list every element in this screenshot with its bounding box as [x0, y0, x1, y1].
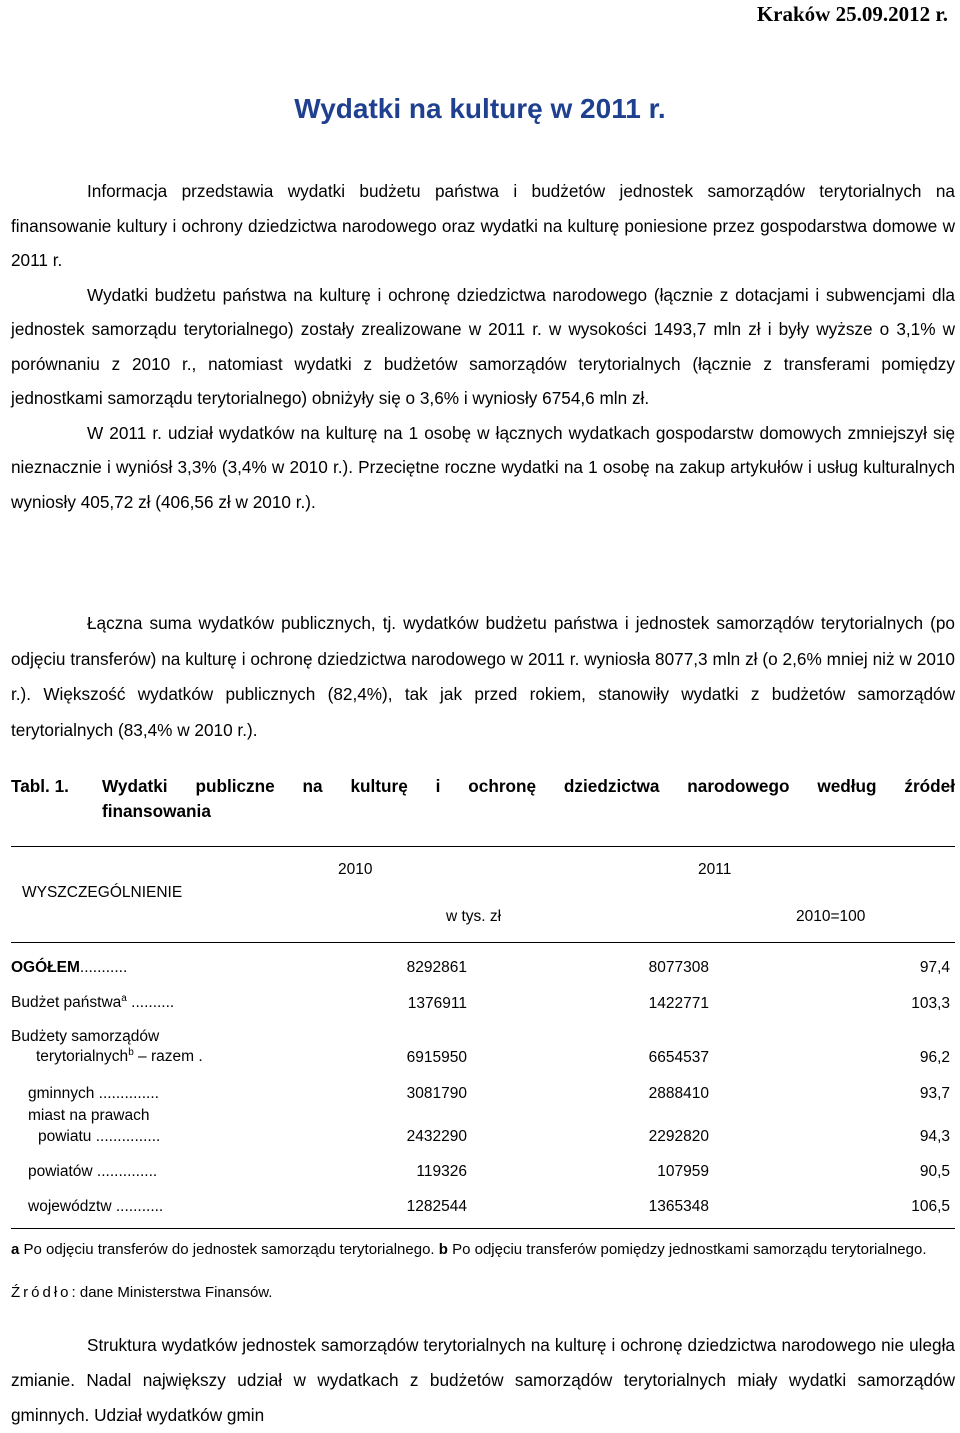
intro-paragraph-2: Wydatki budżetu państwa na kulturę i ochronę dziedzictwa narodowego (łącznie z dotacjami i subwencjami dla jednostek samorządu terytorialnego) zostały zrealizowane w 2011 r. w wysokości 1493,7 mln zł i były wyższe o 3,1% w porównaniu z 2010 r., natomiast wydatki z budżetów samorządów terytorialnych (łącznie z transferami pomiędzy jednostkami samorządu terytorialnego) obniżyły się o 3,6% i wyniosły 6754,6 mln zł. — [11, 284, 955, 408]
table-row-cities-label-1: miast na prawach — [28, 1107, 150, 1124]
table-header-rule — [11, 942, 955, 943]
source-text: : dane Ministerstwa Finansów. — [71, 1284, 273, 1301]
table-cell: 2888410 — [648, 1085, 709, 1102]
table-cell: 103,3 — [911, 995, 950, 1012]
column-header-index: 2010=100 — [796, 908, 866, 925]
table-cell: 1376911 — [407, 995, 467, 1012]
column-header-label: WYSZCZEGÓLNIENIE — [22, 884, 183, 901]
table-cell: 94,3 — [919, 1128, 950, 1145]
intro-section — [11, 174, 955, 519]
table-row-counties-label: powiatów .............. — [28, 1163, 158, 1180]
table-source — [11, 1284, 272, 1301]
table-cell: 1422771 — [648, 995, 709, 1012]
column-header-2010: 2010 — [338, 861, 373, 878]
table-cell: 2292820 — [648, 1128, 709, 1145]
table-cell: 90,5 — [919, 1163, 950, 1180]
closing-section — [11, 1328, 955, 1433]
table-cell: 8077308 — [648, 959, 709, 976]
footnote-a-text: Po odjęciu transferów do jednostek samorządu terytorialnego. — [19, 1241, 439, 1258]
table-cell: 6915950 — [406, 1049, 467, 1066]
table-row-cities-label-2: powiatu ............... — [38, 1128, 161, 1145]
table-cell: 2432290 — [406, 1128, 467, 1145]
table-title-line-2: finansowania — [102, 801, 211, 821]
table-row-local-budgets-label-1: Budżety samorządów — [11, 1028, 160, 1045]
table-cell: 107959 — [657, 1163, 709, 1180]
table-footnotes — [11, 1240, 955, 1259]
source-label: Źródło — [11, 1284, 72, 1301]
intro-paragraph-1: Informacja przedstawia wydatki budżetu państwa i budżetów jednostek samorządów terytorialnych na finansowanie kultury i ochrony dziedzictwa narodowego oraz wydatki na kulturę poniesione przez gospodarstwa domowe w 2011 r. — [11, 181, 955, 270]
table-top-rule — [11, 846, 955, 847]
footnote-b-mark: b — [438, 1241, 448, 1258]
table-cell: 1282544 — [406, 1198, 467, 1215]
summary-section — [11, 606, 955, 748]
table-cell: 119326 — [416, 1163, 467, 1180]
document-title: Wydatki na kulturę w 2011 r. — [294, 93, 666, 124]
table-cell: 106,5 — [911, 1198, 950, 1215]
table-title-line-1: Wydatki publiczne na kulturę i ochronę dziedzictwa narodowego według źródeł — [102, 776, 955, 796]
column-header-unit: w tys. zł — [446, 908, 502, 925]
table-row-voivodeships-label: województw ........... — [28, 1198, 164, 1215]
table-row-communes-label: gminnych .............. — [28, 1085, 159, 1102]
table-cell: 97,4 — [919, 959, 950, 976]
table-row-local-budgets-label-2: terytorialnych$^b$ – razem . — [36, 1047, 203, 1066]
footnote-b-text: Po odjęciu transferów pomiędzy jednostkami samorządu terytorialnego. — [447, 1241, 927, 1258]
column-header-2011: 2011 — [698, 861, 732, 878]
table-cell: 1365348 — [648, 1198, 709, 1215]
table-row-state-budget-label: Budżet państwa$^a$ .......... — [11, 993, 175, 1012]
summary-paragraph: Łączna suma wydatków publicznych, tj. wydatków budżetu państwa i jednostek samorządów terytorialnych (po odjęciu transferów) na kulturę i ochronę dziedzictwa narodowego w 2011 r. wyniosła 8077,3 mln zł (o 2,6% mniej niż w 2010 r.). Większość wydatków publicznych (82,4%), tak jak przed rokiem, stanowiły wydatki z budżetów samorządów terytorialnych (83,4% w 2010 r.). — [11, 613, 955, 740]
document-date: Kraków 25.09.2012 r. — [756, 2, 948, 26]
footnote-a-mark: a — [11, 1241, 20, 1258]
table-cell: 6654537 — [648, 1049, 709, 1066]
table-cell: 8292861 — [406, 959, 467, 976]
table-cell: 96,2 — [919, 1049, 950, 1066]
table-cell: 3081790 — [406, 1085, 467, 1102]
table-row-total-label: OGÓŁEM........... — [11, 959, 128, 976]
closing-paragraph: Struktura wydatków jednostek samorządów terytorialnych na kulturę i ochronę dziedzictwa narodowego nie uległa zmianie. Nadal największy udział w wydatkach z budżetów samorządów terytorialnych miały wydatki samorządów gminnych. Udział wydatków gmin — [11, 1335, 955, 1425]
intro-paragraph-3: W 2011 r. udział wydatków na kulturę na 1 osobę w łącznych wydatkach gospodarstw domowych zmniejszył się nieznacznie i wyniósł 3,3% (3,4% w 2010 r.). Przeciętne roczne wydatki na 1 osobę na zakup artykułów i usług kulturalnych wyniosły 405,72 zł (406,56 zł w 2010 r.). — [11, 422, 955, 512]
table-cell: 93,7 — [919, 1085, 950, 1102]
table-bottom-rule — [11, 1228, 955, 1229]
table-number: Tabl. 1. — [11, 776, 69, 796]
